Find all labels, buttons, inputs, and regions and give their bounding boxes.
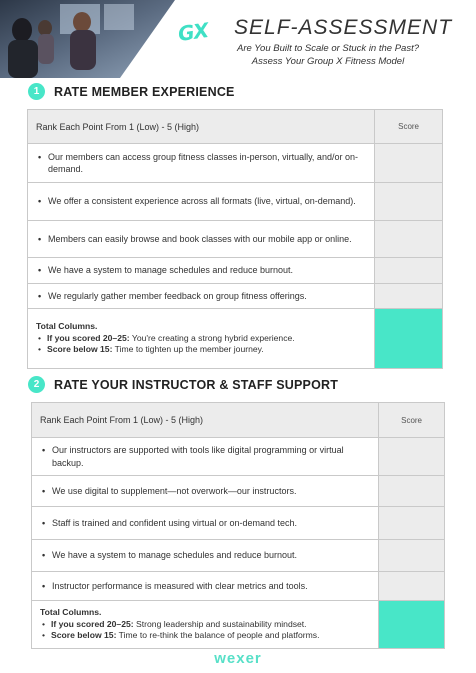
hero-photo-graphic [0,0,175,78]
total-label: Total Columns. [40,607,102,618]
total-low-bold: Score below 15: [51,630,117,641]
score-input-cell[interactable] [375,221,443,258]
total-high-bold: If you scored 20–25: [47,332,130,343]
section-1-number: 1 [28,83,45,100]
page-title: SELF-ASSESSMENT [234,16,453,39]
total-high-text: You're creating a strong hybrid experience. [129,332,295,343]
bullet: • [42,550,46,561]
score-input-cell[interactable] [375,183,443,221]
section-2-title: RATE YOUR INSTRUCTOR & STAFF SUPPORT [54,377,339,392]
section-2-heading [28,376,338,393]
gx-logo: GX [176,18,210,46]
page-subtitle [228,42,428,68]
bullet: • [42,630,46,641]
section-1-heading [28,83,235,100]
score-header: Score [375,110,443,144]
table-row [28,258,443,284]
statement-text: Our members can access group fitness classes in-person, virtually, and/or on-demand. [48,151,358,174]
total-high-line [47,333,295,345]
bullet: • [38,196,42,207]
total-low-line [51,630,319,642]
table-row [28,221,443,258]
bullet: • [38,233,42,244]
statement-text: We regularly gather member feedback on group fitness offerings. [48,290,307,301]
subtitle-line-2: Assess Your Group X Fitness Model [251,56,405,67]
rank-header: Rank Each Point From 1 (Low) - 5 (High) [32,403,379,438]
score-input-cell[interactable] [375,258,443,284]
hero-photo [0,0,175,78]
bullet: • [38,265,42,276]
table-row [32,507,445,540]
table-row [32,438,445,476]
section-2-number: 2 [28,376,45,393]
section-2-table [31,402,445,649]
score-input-cell[interactable] [379,438,445,476]
total-high-line [51,619,307,631]
table-row [32,476,445,507]
table-row [28,183,443,221]
bullet: • [38,151,42,162]
total-score-cell[interactable] [375,309,443,369]
total-low-line [47,344,264,356]
total-high-text: Strong leadership and sustainability mindset. [133,618,307,629]
statement-text: Our instructors are supported with tools like digital programming or virtual backup. [52,445,344,468]
total-score-cell[interactable] [379,601,445,649]
bullet: • [42,485,46,496]
table-row [28,144,443,183]
score-input-cell[interactable] [379,476,445,507]
statement-text: Staff is trained and confident using virtual or on-demand tech. [52,517,297,528]
section-1-table [27,109,443,369]
bullet: • [42,618,46,629]
table-header-row [32,403,445,438]
total-row [28,309,443,369]
statement-text: We use digital to supplement—not overwork—our instructors. [52,485,297,496]
table-header-row [28,110,443,144]
score-header: Score [379,403,445,438]
total-low-text: Time to re-think the balance of people and platforms. [116,630,320,641]
statement-text: We offer a consistent experience across all formats (live, virtual, on-demand). [48,196,356,207]
section-1-title: RATE MEMBER EXPERIENCE [54,84,235,99]
bullet: • [38,344,42,355]
table-row [32,540,445,572]
statement-text: We have a system to manage schedules and reduce burnout. [52,550,297,561]
bullet: • [42,580,46,591]
score-input-cell[interactable] [375,284,443,309]
score-input-cell[interactable] [379,507,445,540]
score-input-cell[interactable] [375,144,443,183]
table-row [32,572,445,601]
total-low-text: Time to tighten up the member journey. [112,344,264,355]
total-label: Total Columns. [36,321,98,332]
table-row [28,284,443,309]
subtitle-line-1: Are You Built to Scale or Stuck in the Past? [236,43,419,54]
bullet: • [42,517,46,528]
total-row [32,601,445,649]
rank-header: Rank Each Point From 1 (Low) - 5 (High) [28,110,375,144]
total-high-bold: If you scored 20–25: [51,618,134,629]
score-input-cell[interactable] [379,572,445,601]
bullet: • [38,332,42,343]
wexer-logo: wexer [214,650,262,667]
statement-text: Instructor performance is measured with clear metrics and tools. [52,580,308,591]
statement-text: We have a system to manage schedules and reduce burnout. [48,265,293,276]
bullet: • [42,445,46,455]
score-input-cell[interactable] [379,540,445,572]
total-low-bold: Score below 15: [47,344,113,355]
statement-text: Members can easily browse and book classes with our mobile app or online. [48,233,352,244]
bullet: • [38,290,42,301]
